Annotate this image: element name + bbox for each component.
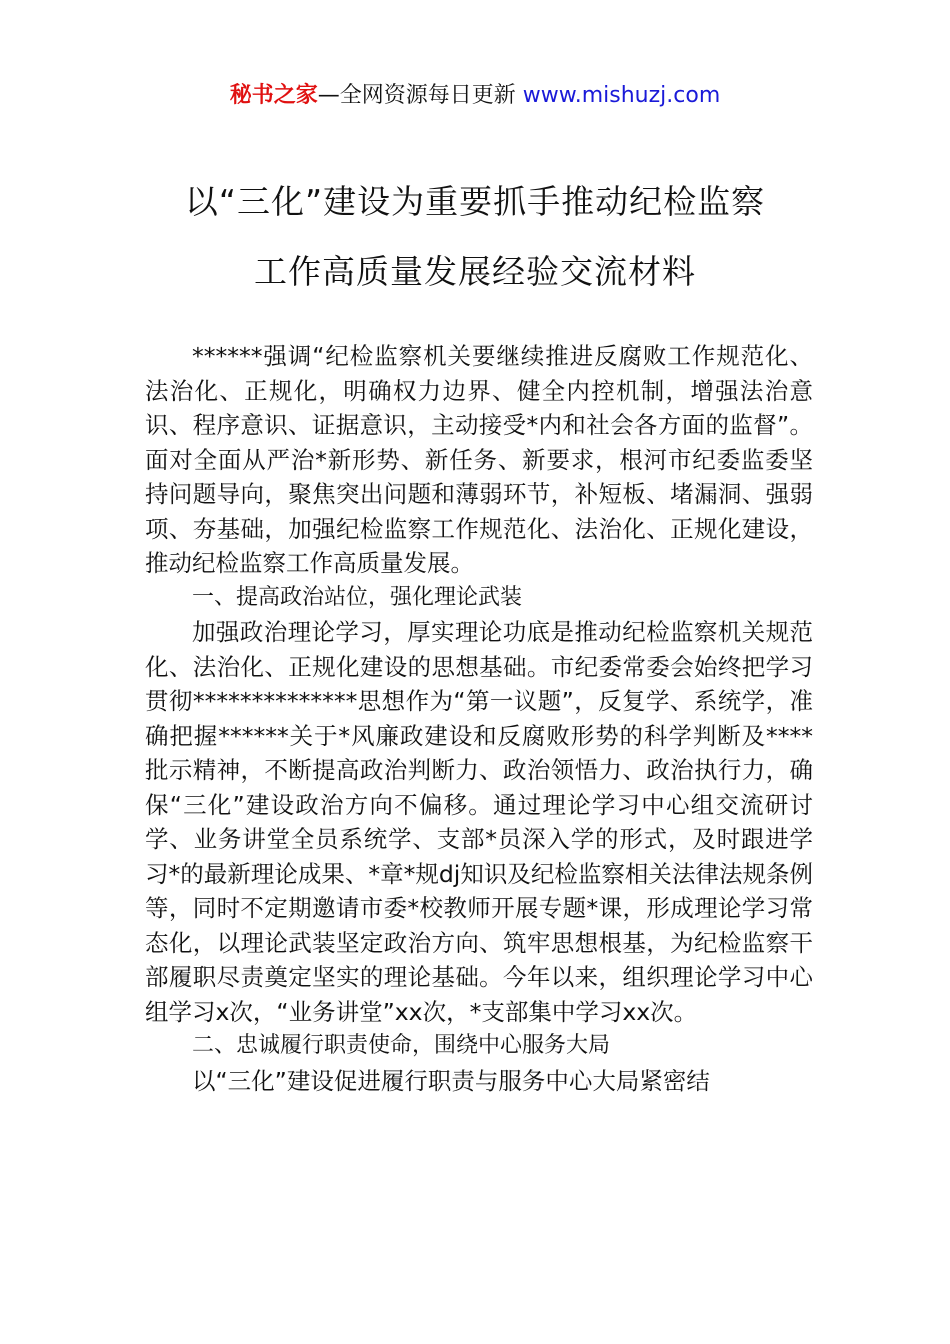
document-body: [145, 339, 813, 1098]
document-title-line-2: 工作高质量发展经验交流材料: [254, 252, 696, 291]
section-heading-1: 一、提高政治站位，强化理论武装: [192, 584, 523, 610]
site-slogan: —全网资源每日更新: [317, 83, 523, 108]
paragraph-section-1: 加强政治理论学习，厚实理论功底是推动纪检监察机关规范化、法治化、正规化建设的思想基础。市纪委常委会始终把学习贯彻**************思想作为“第一议题”，反复学、系统学，准确把握******关于*风廉政建设和反腐败形势的科学判断及****批示精神，不断提高政治判断力、政治领悟力、政治执行力，确保“三化”建设政治方向不偏移。通过理论学习中心组交流研讨学、业务讲堂全员系统学、支部*员深入学的形式，及时跟进学习*的最新理论成果、*章*规dj知识及纪检监察相关法律法规条例等，同时不定期邀请市委*校教师开展专题*课，形成理论学习常态化，以理论武装坚定政治方向、筑牢思想根基，为纪检监察干部履职尽责奠定坚实的理论基础。今年以来，组织理论学习中心组学习x次，“业务讲堂”xx次，*支部集中学习xx次。: [145, 618, 813, 1026]
site-url[interactable]: www.mishuzj.com: [522, 83, 721, 108]
site-brand: 秘书之家: [229, 83, 318, 108]
document-title-line-1: 以“三化”建设为重要抓手推动纪检监察: [184, 182, 766, 221]
site-header: [0, 80, 950, 112]
paragraph-section-2: 以“三化”建设促进履行职责与服务中心大局紧密结: [192, 1066, 710, 1095]
section-heading-2: 二、忠诚履行职责使命，围绕中心服务大局: [192, 1033, 611, 1058]
paragraph-intro: ******强调“纪检监察机关要继续推进反腐败工作规范化、法治化、正规化，明确权力边界、健全内控机制，增强法治意识、程序意识、证据意识，主动接受*内和社会各方面的监督”。面对全面从严治*新形势、新任务、新要求，根河市纪委监委坚持问题导向，聚焦突出问题和薄弱环节，补短板、堵漏洞、强弱项、夯基础，加强纪检监察工作规范化、法治化、正规化建设，推动纪检监察工作高质量发展。: [145, 342, 813, 577]
